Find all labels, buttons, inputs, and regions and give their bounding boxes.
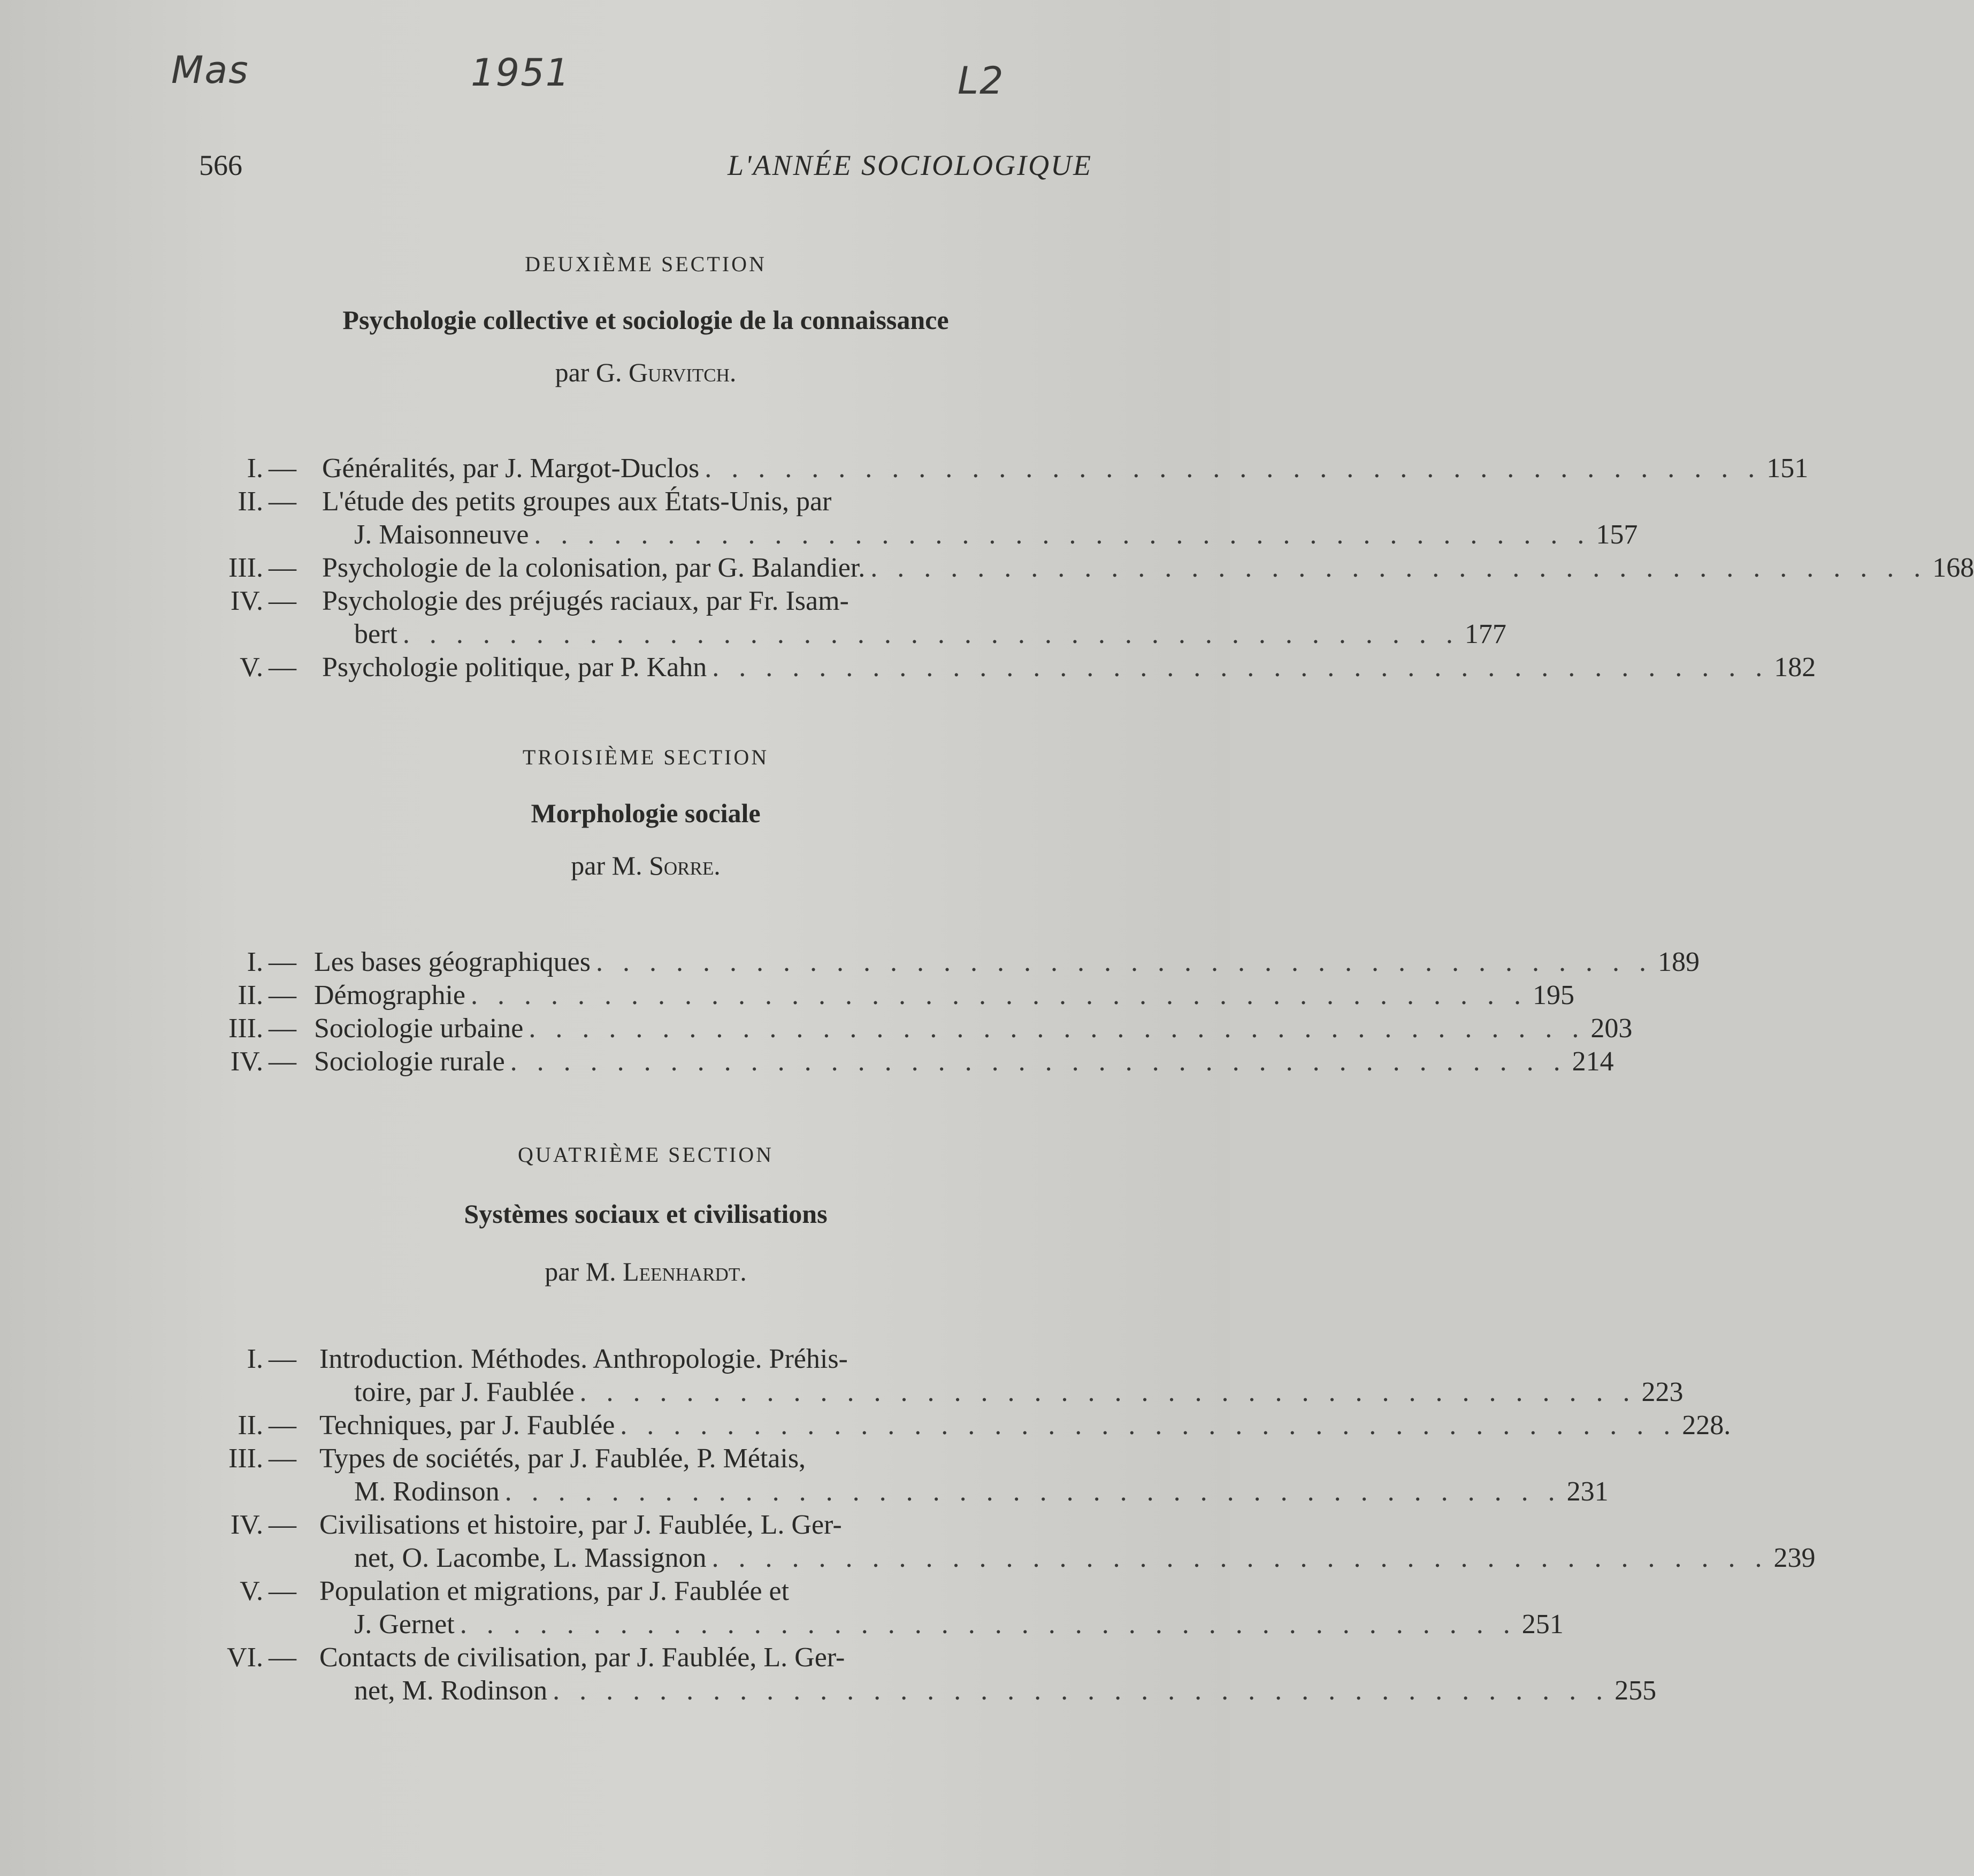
entry-page: 214 [1572,1046,1614,1077]
entry-page: 239 [1773,1543,1816,1573]
entry-dash: — [269,980,296,1010]
entry-number: VI. [227,1642,263,1673]
entry-text: toire, par J. Faublée [354,1377,575,1407]
dot-leader: . . . . . . . . . . . . . . . . . . . . . . . . . . . . . . . . . . . . . . . . [870,553,1927,583]
entry-dash: — [269,1013,296,1044]
dot-leader: . . . . . . . . . . . . . . . . . . . . . . . . . . . . . . . . . . . . . . . . [553,1675,1610,1706]
entry-text: Civilisations et histoire, par J. Faublée, L. Ger- [319,1510,842,1540]
entry-number: II. [238,486,263,517]
toc-entry [199,979,1575,1012]
toc-entry [199,585,1506,651]
section-author: par M. Leenhardt. [545,1257,747,1287]
entry-page: 189 [1657,947,1700,977]
toc-entry [199,452,1809,485]
entry-text [314,1045,1614,1078]
entry-text [354,518,1638,552]
section-troisieme [199,745,1092,881]
toc-entry [199,1509,1816,1575]
entry-text [314,946,1700,979]
dot-leader: . . . . . . . . . . . . . . . . . . . . . . . . . . . . . . . . . . . . . . . . [529,1013,1586,1044]
entry-text [319,1409,1731,1442]
section-deuxieme [199,251,1092,388]
entry-text [354,1674,1657,1707]
entry-text: Sociologie rurale [314,1046,505,1077]
entry-page: 151 [1766,453,1809,484]
entry-number: IV. [230,1046,263,1077]
entry-text: Types de sociétés, par J. Faublée, P. Métais, [319,1443,806,1474]
entry-number: I. [247,453,263,484]
page-number: 566 [199,149,242,181]
entry-text: Population et migrations, par J. Faublée et [319,1576,790,1606]
entry-text [322,552,1974,585]
dot-leader: . . . . . . . . . . . . . . . . . . . . . . . . . . . . . . . . . . . . . . . . [620,1410,1677,1441]
entry-dash: — [269,453,296,484]
entry-number: II. [238,1410,263,1441]
toc-entry [199,485,1638,552]
dot-leader: . . . . . . . . . . . . . . . . . . . . . . . . . . . . . . . . . . . . . . . . [711,1543,1769,1573]
entry-dash: — [269,486,296,517]
entry-text [322,651,1816,684]
entry-text [354,618,1506,651]
section-author: par G. Gurvitch. [555,357,737,387]
entry-text [354,1608,1564,1641]
toc-entry [199,1012,1633,1045]
entry-text: Les bases géographiques [314,947,591,977]
entry-text: L'étude des petits groupes aux États-Unis, par [322,486,832,517]
entry-page: 157 [1596,519,1638,550]
dot-leader: . . . . . . . . . . . . . . . . . . . . . . . . . . . . . . . . . . . . . . . . [595,947,1652,977]
section-heading: QUATRIÈME SECTION [518,1143,774,1167]
toc-list-quatrieme [199,1343,1816,1707]
entry-page: 251 [1521,1609,1564,1640]
entry-page: 255 [1615,1675,1657,1706]
dot-leader: . . . . . . . . . . . . . . . . . . . . . . . . . . . . . . . . . . . . . . . . [712,652,1769,683]
entry-number: III. [228,1013,263,1044]
entry-page: 195 [1533,980,1575,1010]
entry-text: Démographie [314,980,466,1010]
entry-page: 223 [1641,1377,1684,1407]
entry-text: M. Rodinson [354,1476,500,1507]
running-header [199,149,1092,192]
dot-leader: . . . . . . . . . . . . . . . . . . . . . . . . . . . . . . . . . . . . . . . . [471,980,1528,1010]
entry-text [314,979,1575,1012]
dot-leader: . . . . . . . . . . . . . . . . . . . . . . . . . . . . . . . . . . . . . . . . [534,519,1591,550]
entry-text: Psychologie politique, par P. Kahn [322,652,707,683]
entry-text: Psychologie de la colonisation, par G. Balandier. [322,553,866,583]
entry-dash: — [269,1510,296,1540]
entry-number: I. [247,947,263,977]
toc-entry [199,1409,1731,1442]
dot-leader: . . . . . . . . . . . . . . . . . . . . . . . . . . . . . . . . . . . . . . . . [510,1046,1567,1077]
section-title: Psychologie collective et sociologie de la connaissance [342,305,949,335]
handwritten-note-right: L2 [958,59,1005,103]
entry-text: J. Maisonneuve [354,519,529,550]
entry-page: 231 [1566,1476,1609,1507]
entry-dash: — [269,553,296,583]
entry-text: Sociologie urbaine [314,1013,524,1044]
entry-text [314,1012,1633,1045]
section-title: Morphologie sociale [531,798,761,828]
handwritten-note-year: 1951 [471,51,571,95]
toc-entry [199,651,1816,684]
entry-dash: — [269,586,296,616]
entry-dash: — [269,1443,296,1474]
entry-number: III. [228,1443,263,1474]
entry-dash: — [269,652,296,683]
entry-number: V. [240,652,263,683]
toc-list-troisieme [199,946,1700,1078]
section-quatrieme [199,1142,1092,1287]
entry-dash: — [269,1642,296,1673]
dot-leader: . . . . . . . . . . . . . . . . . . . . . . . . . . . . . . . . . . . . . . . . [579,1377,1636,1407]
entry-text: net, M. Rodinson [354,1675,548,1706]
section-author: par M. Sorre. [571,851,721,880]
entry-number: V. [240,1576,263,1606]
dot-leader: . . . . . . . . . . . . . . . . . . . . . . . . . . . . . . . . . . . . . . . . [504,1476,1562,1507]
entry-text [354,1475,1609,1509]
entry-text: net, O. Lacombe, L. Massignon [354,1543,707,1573]
dot-leader: . . . . . . . . . . . . . . . . . . . . . . . . . . . . . . . . . . . . . . . . [402,619,1459,649]
entry-page: 168 [1932,553,1974,583]
entry-number: III. [228,553,263,583]
dot-leader: . . . . . . . . . . . . . . . . . . . . . . . . . . . . . . . . . . . . . . . . [705,453,1762,484]
section-heading: DEUXIÈME SECTION [525,252,767,276]
entry-page: 228. [1682,1410,1731,1441]
entry-text [354,1542,1816,1575]
entry-text: bert [354,619,397,649]
running-title: L'ANNÉE SOCIOLOGIQUE [727,149,1092,181]
toc-entry [199,1641,1657,1707]
toc-list-deuxieme [199,452,1974,684]
entry-text: Techniques, par J. Faublée [319,1410,615,1441]
toc-entry [199,1575,1564,1641]
section-heading: TROISIÈME SECTION [522,745,769,769]
entry-text: Généralités, par J. Margot-Duclos [322,453,700,484]
toc-entry [199,1045,1614,1078]
entry-page: 203 [1590,1013,1633,1044]
entry-text: Psychologie des préjugés raciaux, par Fr. Isam- [322,586,849,616]
entry-page: 182 [1774,652,1816,683]
entry-dash: — [269,1344,296,1374]
toc-entry [199,946,1700,979]
entry-number: IV. [230,586,263,616]
entry-page: 177 [1464,619,1506,649]
entry-number: IV. [230,1510,263,1540]
entry-text: J. Gernet [354,1609,455,1640]
dot-leader: . . . . . . . . . . . . . . . . . . . . . . . . . . . . . . . . . . . . . . . . [460,1609,1517,1640]
toc-entry [199,552,1974,585]
entry-dash: — [269,1046,296,1077]
entry-dash: — [269,1410,296,1441]
entry-text: Contacts de civilisation, par J. Faublée, L. Ger- [319,1642,845,1673]
section-title: Systèmes sociaux et civilisations [464,1199,828,1229]
entry-number: I. [247,1344,263,1374]
toc-entry [199,1343,1684,1409]
entry-text [322,452,1809,485]
entry-text [354,1376,1684,1409]
entry-dash: — [269,947,296,977]
entry-number: II. [238,980,263,1010]
entry-text: Introduction. Méthodes. Anthropologie. Préhis- [319,1344,848,1374]
toc-entry [199,1442,1609,1509]
handwritten-note-left: Mas [171,48,249,92]
entry-dash: — [269,1576,296,1606]
